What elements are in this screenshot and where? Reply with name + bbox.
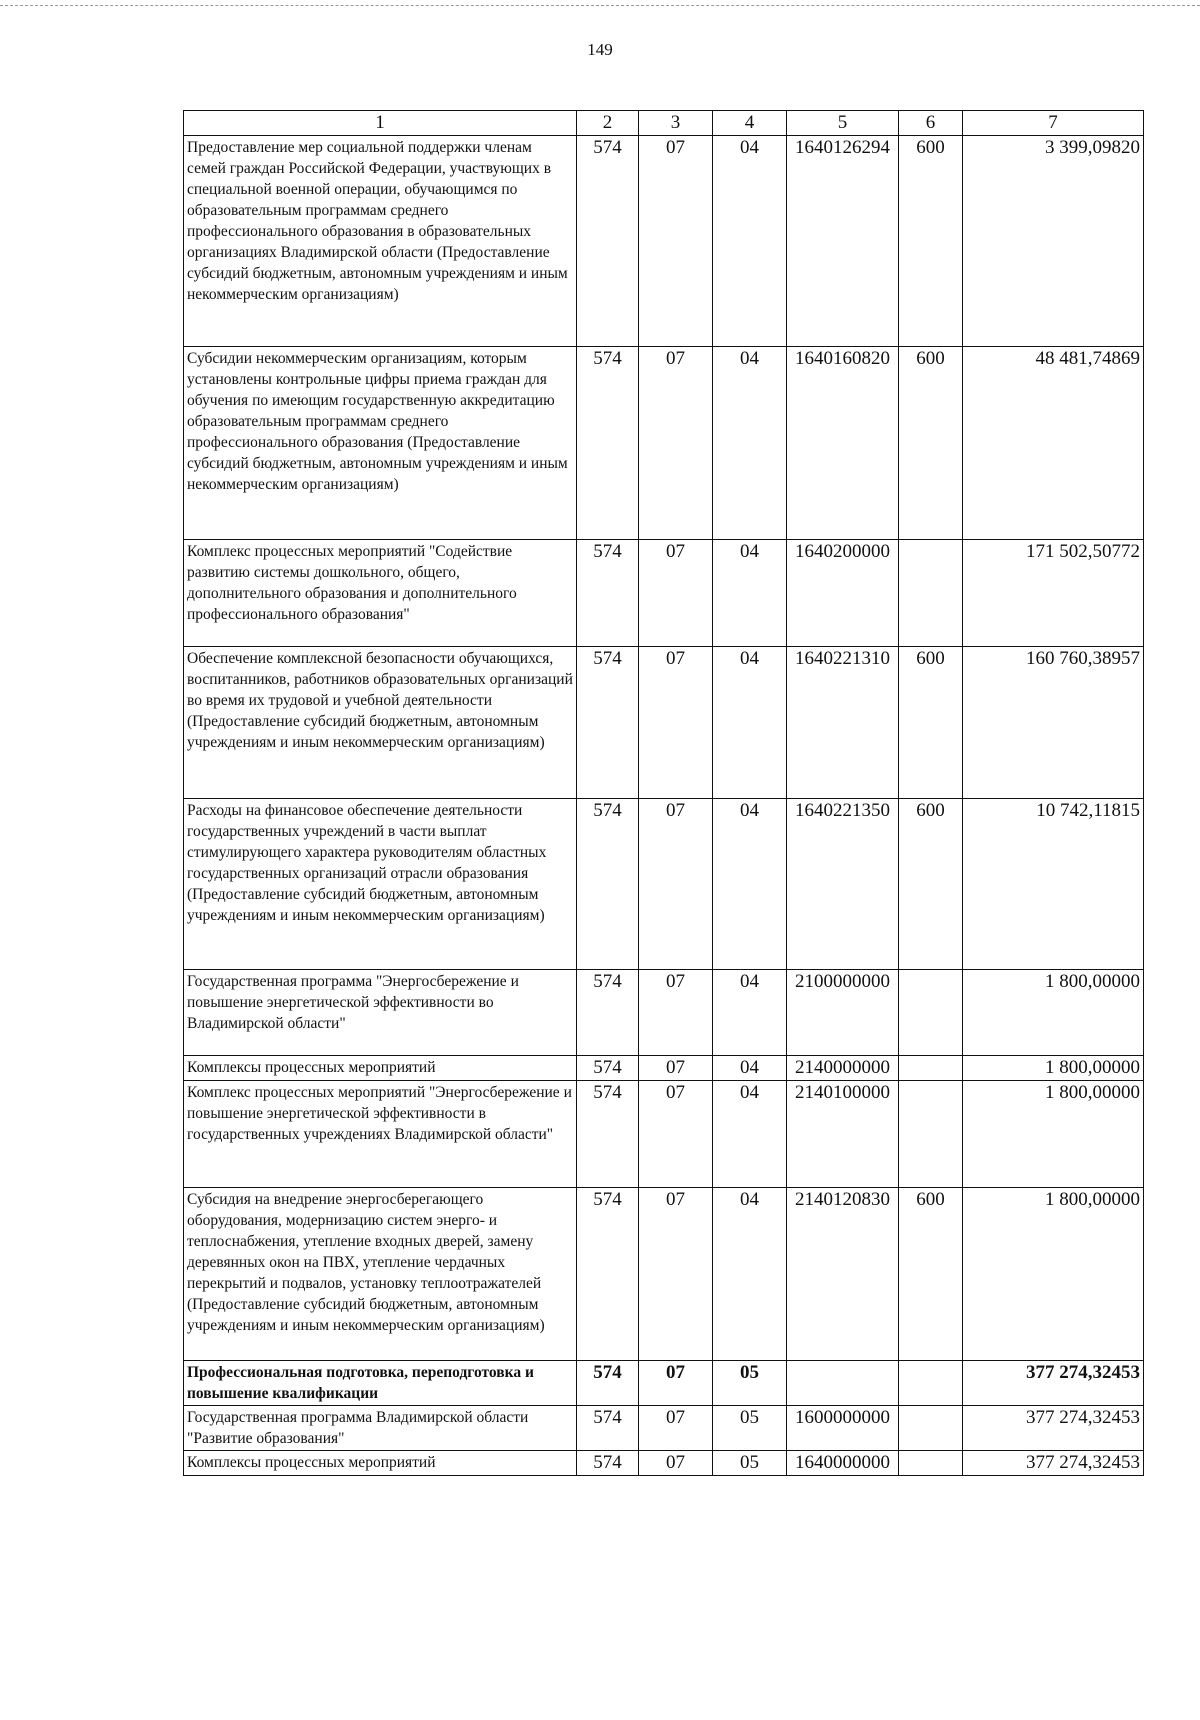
page-number: 149 [587,40,613,59]
cell-expense-type [899,1056,963,1081]
cell-target-article: 2140100000 [787,1081,899,1188]
cell-target-article: 1640221350 [787,799,899,970]
cell-section: 07 [639,1056,713,1081]
cell-target-article: 1640000000 [787,1451,899,1476]
table-row [184,540,1144,647]
table-row [184,1188,1144,1361]
table-row [184,647,1144,799]
row-description: Комплекс процессных мероприятий "Содействие развитию системы дошкольного, общего, дополнительного образования и дополнительного профессионального образования" [184,540,577,647]
cell-subsection: 04 [713,347,787,540]
cell-expense-type: 600 [899,347,963,540]
cell-target-article: 1640200000 [787,540,899,647]
header-col-7: 7 [963,111,1144,136]
cell-amount: 3 399,09820 [963,136,1144,347]
cell-expense-type [899,1081,963,1188]
cell-amount: 1 800,00000 [963,970,1144,1056]
header-col-5: 5 [787,111,899,136]
cell-amount: 377 274,32453 [963,1361,1144,1406]
cell-amount: 377 274,32453 [963,1451,1144,1476]
cell-subsection: 05 [713,1451,787,1476]
cell-target-article: 1640126294 [787,136,899,347]
cell-target-article [787,1361,899,1406]
header-col-4: 4 [713,111,787,136]
table-row [184,136,1144,347]
cell-ministry-code: 574 [577,1451,639,1476]
cell-section: 07 [639,540,713,647]
header-col-1: 1 [184,111,577,136]
cell-target-article: 1640160820 [787,347,899,540]
cell-expense-type [899,1406,963,1451]
cell-expense-type [899,970,963,1056]
page-top-rule [0,5,1200,6]
cell-ministry-code: 574 [577,1081,639,1188]
cell-expense-type [899,1451,963,1476]
cell-ministry-code: 574 [577,647,639,799]
row-description: Субсидия на внедрение энергосберегающего оборудования, модернизацию систем энерго- и теплоснабжения, утепление входных дверей, замену деревянных окон на ПВХ, утепление чердачных перекрытий и подвалов, установку теплоотражателей (Предоставление субсидий бюджетным, автономным учреждениям и иным некоммерческим организациям) [184,1188,577,1361]
header-col-6: 6 [899,111,963,136]
row-description: Обеспечение комплексной безопасности обучающихся, воспитанников, работников образовательных организаций во время их трудовой и учебной деятельности (Предоставление субсидий бюджетным, автономным учреждениям и иным некоммерческим организациям) [184,647,577,799]
cell-section: 07 [639,647,713,799]
cell-ministry-code: 574 [577,136,639,347]
row-description: Государственная программа "Энергосбережение и повышение энергетической эффективности во Владимирской области" [184,970,577,1056]
cell-amount: 1 800,00000 [963,1188,1144,1361]
cell-subsection: 04 [713,1056,787,1081]
cell-subsection: 04 [713,540,787,647]
cell-ministry-code: 574 [577,1361,639,1406]
cell-subsection: 04 [713,1188,787,1361]
cell-amount: 1 800,00000 [963,1081,1144,1188]
cell-section: 07 [639,1188,713,1361]
table-row-section-heading [184,1361,1144,1406]
cell-subsection: 04 [713,136,787,347]
cell-subsection: 04 [713,647,787,799]
header-row [184,111,1144,136]
cell-section: 07 [639,1081,713,1188]
cell-section: 07 [639,1451,713,1476]
cell-expense-type: 600 [899,799,963,970]
cell-ministry-code: 574 [577,1188,639,1361]
row-description: Расходы на финансовое обеспечение деятельности государственных учреждений в части выплат стимулирующего характера руководителям областных государственных организаций отрасли образования (Предоставление субсидий бюджетным, автономным учреждениям и иным некоммерческим организациям) [184,799,577,970]
cell-section: 07 [639,136,713,347]
cell-expense-type: 600 [899,1188,963,1361]
cell-subsection: 04 [713,970,787,1056]
cell-section: 07 [639,970,713,1056]
cell-ministry-code: 574 [577,1406,639,1451]
cell-amount: 10 742,11815 [963,799,1144,970]
cell-target-article: 1600000000 [787,1406,899,1451]
cell-section: 07 [639,799,713,970]
cell-ministry-code: 574 [577,540,639,647]
row-description: Государственная программа Владимирской области "Развитие образования" [184,1406,577,1451]
cell-ministry-code: 574 [577,347,639,540]
cell-target-article: 2100000000 [787,970,899,1056]
table-row [184,1056,1144,1081]
table-row [184,1406,1144,1451]
row-description: Комплексы процессных мероприятий [184,1056,577,1081]
header-col-3: 3 [639,111,713,136]
table-row [184,1451,1144,1476]
cell-section: 07 [639,1361,713,1406]
row-description: Предоставление мер социальной поддержки членам семей граждан Российской Федерации, участвующих в специальной военной операции, обучающимся по образовательным программам среднего профессионального образования в образовательных организациях Владимирской области (Предоставление субсидий бюджетным, автономным учреждениям и иным некоммерческим организациям) [184,136,577,347]
cell-section: 07 [639,347,713,540]
cell-amount: 1 800,00000 [963,1056,1144,1081]
cell-target-article: 2140000000 [787,1056,899,1081]
header-col-2: 2 [577,111,639,136]
cell-subsection: 04 [713,799,787,970]
cell-amount: 160 760,38957 [963,647,1144,799]
cell-ministry-code: 574 [577,799,639,970]
cell-ministry-code: 574 [577,1056,639,1081]
row-description: Субсидии некоммерческим организациям, которым установлены контрольные цифры приема граждан для обучения по имеющим государственную аккредитацию образовательным программам среднего профессионального образования (Предоставление субсидий бюджетным, автономным учреждениям и иным некоммерческим организациям) [184,347,577,540]
cell-ministry-code: 574 [577,970,639,1056]
cell-target-article: 1640221310 [787,647,899,799]
cell-target-article: 2140120830 [787,1188,899,1361]
table-row [184,347,1144,540]
table-row [184,970,1144,1056]
cell-amount: 171 502,50772 [963,540,1144,647]
table-row [184,1081,1144,1188]
cell-expense-type [899,1361,963,1406]
cell-expense-type: 600 [899,647,963,799]
row-description: Комплекс процессных мероприятий "Энергосбережение и повышение энергетической эффективности в государственных учреждениях Владимирской области" [184,1081,577,1188]
row-description: Комплексы процессных мероприятий [184,1451,577,1476]
cell-expense-type [899,540,963,647]
cell-subsection: 05 [713,1361,787,1406]
row-description: Профессиональная подготовка, переподготовка и повышение квалификации [184,1361,577,1406]
cell-expense-type: 600 [899,136,963,347]
cell-subsection: 04 [713,1081,787,1188]
cell-amount: 377 274,32453 [963,1406,1144,1451]
budget-table [183,110,1144,1476]
table-row [184,799,1144,970]
cell-section: 07 [639,1406,713,1451]
cell-subsection: 05 [713,1406,787,1451]
cell-amount: 48 481,74869 [963,347,1144,540]
